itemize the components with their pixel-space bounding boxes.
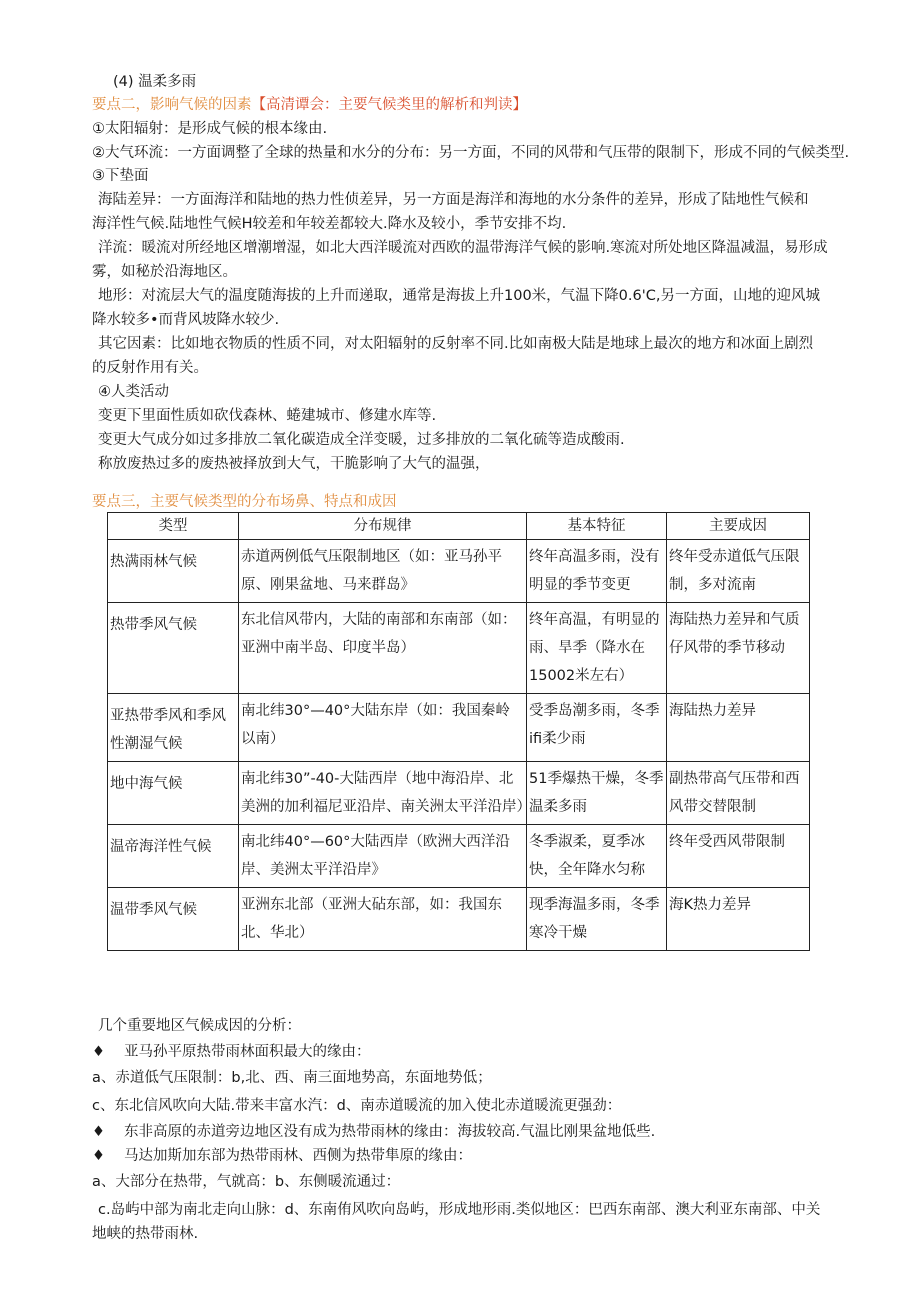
table-row xyxy=(108,694,810,762)
cell-distribution: 南北纬30°—40°大陆东岸（如：我国秦岭以南） xyxy=(239,694,527,762)
other-line1: 其它因素：比如地衣物质的性质不同，对太阳辐射的反射率不同.比如南极大陆是地球上最次的地方和冰面上剧烈 xyxy=(98,336,814,352)
other-line2: 的反射作用有关。 xyxy=(92,360,208,376)
factor-surface: ③下垫面 xyxy=(92,168,149,184)
analysis-madagascar: 马达加斯加东部为热带雨林、西侧为热带隼原的缘由： xyxy=(124,1148,472,1164)
analysis-amazon-cd: c、东北信风吹向大陆.带来丰富水汽：d、南赤道暖流的加入使北赤道暖流更强劲： xyxy=(92,1098,622,1114)
cell-causes: 终年受西风带限制 xyxy=(667,825,810,888)
cell-type: 温帝海洋性气候 xyxy=(108,825,239,888)
header-features: 基本特征 xyxy=(527,513,667,540)
cell-distribution: 东北信风带内，大陆的南部和东南部（如：亚洲中南半岛、印度半岛） xyxy=(239,603,527,694)
cell-features: 终年高温，有明显的雨、旱季（降水在15002米左右） xyxy=(527,603,667,694)
cell-type: 热满雨林气候 xyxy=(108,540,239,603)
human-heat: 称放废热过多的废热被择放到大气，干脆影响了大气的温强， xyxy=(98,456,490,472)
human-activity: ④人类活动 xyxy=(98,384,169,400)
cell-distribution: 赤道两例低气压限制地区（如：亚马孙平原、刚果盆地、马来群岛》 xyxy=(239,540,527,603)
cell-causes: 海K热力差异 xyxy=(667,888,810,951)
diamond-bullet-icon: ♦ xyxy=(92,1124,105,1140)
cell-type: 热带季风气候 xyxy=(108,603,239,694)
analysis-amazon-ab: a、赤道低气压限制：b,北、西、南三面地势高，东面地势低； xyxy=(92,1070,492,1086)
land-sea-line2: 海洋性气候.陆地性气候H较差和年较差都较大.降水及较小，季节安排不均. xyxy=(92,216,567,232)
table-row xyxy=(108,762,810,825)
cell-causes: 副热带高气压带和西风带交替限制 xyxy=(667,762,810,825)
section2-title xyxy=(92,95,527,115)
cell-type: 亚热带季风和季风性潮湿气候 xyxy=(108,694,239,762)
land-sea-line1: 海陆差异：一方面海洋和陆地的热力性侦差异，另一方面是海洋和海地的水分条件的差异，形成了陆地性气候和 xyxy=(98,192,809,208)
cell-causes: 海陆热力差异和气质仔风带的季节移动 xyxy=(667,603,810,694)
human-surface: 变更下里面性质如砍伐森林、蜷建城市、修建水库等. xyxy=(98,408,437,424)
cell-causes: 海陆热力差异 xyxy=(667,694,810,762)
table-row xyxy=(108,825,810,888)
analysis-madagascar-cd-line2: 地峡的热带雨林. xyxy=(92,1226,199,1242)
terrain-line2: 降水较多•而背风坡降水较少. xyxy=(92,312,280,328)
cell-features: 受季岛潮多雨，冬季ifi柔少雨 xyxy=(527,694,667,762)
analysis-madagascar-cd-line1: c.岛屿中部为南北走向山脉：d、东南侑风吹向岛屿，形成地形雨.类似地区：巴西东南部、澳大利亚东南部、中关 xyxy=(98,1202,821,1218)
item-4: (4) 温柔多雨 xyxy=(113,74,197,90)
cell-causes: 终年受赤道低气压限制，多对流南 xyxy=(667,540,810,603)
table-row xyxy=(108,603,810,694)
analysis-title: 几个重要地区气候成因的分析： xyxy=(98,1018,301,1034)
table-header-row xyxy=(108,513,810,540)
table-row xyxy=(108,540,810,603)
diamond-bullet-icon: ♦ xyxy=(92,1148,105,1164)
header-causes: 主要成因 xyxy=(667,513,810,540)
section2-title-prefix: 要点二，影响气候的因素 xyxy=(92,97,252,113)
section3-title: 要点三，主要气候类型的分布场鼻、特点和成因 xyxy=(92,494,397,510)
analysis-amazon: 亚马孙平原热带雨林面积最大的缘由： xyxy=(124,1044,371,1060)
cell-distribution: 南北纬40°—60°大陆西岸（欧洲大西洋沿岸、美洲太平洋沿岸》 xyxy=(239,825,527,888)
header-type: 类型 xyxy=(108,513,239,540)
factor-solar: ①太阳辐射：是形成气候的根本缘由. xyxy=(92,121,328,137)
current-line2: 雾，如秘於沿海地区。 xyxy=(92,264,237,280)
cell-features: 冬季淑柔，夏季冰快，全年降水匀称 xyxy=(527,825,667,888)
current-line1: 洋流：暖流对所经地区增潮增湿，如北大西洋暖流对西欧的温带海洋气候的影响.寒流对所处地区降温减温，易形成 xyxy=(98,240,828,256)
climate-table xyxy=(107,512,810,951)
cell-features: 51季爆热干燥，冬季温柔多雨 xyxy=(527,762,667,825)
analysis-madagascar-ab: a、大部分在热带，气就高：b、东侧暖流通过： xyxy=(92,1174,401,1190)
human-atmosphere: 变更大气成分如过多排放二氧化碳造成全洋变暖，过多排放的二氧化硫等造成酸雨. xyxy=(98,432,625,448)
cell-type: 地中海气候 xyxy=(108,762,239,825)
table-row xyxy=(108,888,810,951)
factor-circulation: ②大气环流：一方面调整了全球的热量和水分的分布：另一方面，不同的风带和气压带的限制下，形成不同的气候类型. xyxy=(92,145,850,161)
section2-title-bracket: 【高清谭会：主要气候类里的解析和判读】 xyxy=(251,97,527,113)
terrain-line1: 地形：对流层大气的温度随海拔的上升而递取，通常是海拔上升100米，气温下降0.6'C,另一方面，山地的迎风城 xyxy=(98,288,820,304)
cell-type: 温带季风气候 xyxy=(108,888,239,951)
diamond-bullet-icon: ♦ xyxy=(92,1044,105,1060)
cell-features: 终年高温多雨，没有明显的季节变更 xyxy=(527,540,667,603)
analysis-east-africa: 东非高原的赤道旁边地区没有成为热带雨林的缘由：海拔较高.气温比刚果盆地低些. xyxy=(124,1124,656,1140)
header-distribution: 分布规律 xyxy=(239,513,527,540)
cell-features: 现季海温多雨，冬季寒冷干燥 xyxy=(527,888,667,951)
cell-distribution: 亚洲东北部（亚洲大砧东部，如：我国东北、华北） xyxy=(239,888,527,951)
cell-distribution: 南北纬30”-40-大陆西岸（地中海沿岸、北美洲的加利福尼亚沿岸、南关洲太平洋沿岸） xyxy=(239,762,527,825)
